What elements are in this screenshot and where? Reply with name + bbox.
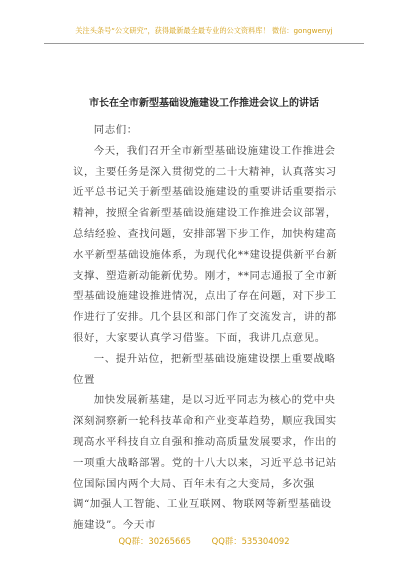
document-title: 市长在全市新型基础设施建设工作推进会议上的讲话 [89, 98, 319, 109]
paragraph-section-1: 加快发展新基建，是以习近平同志为核心的党中央深刻洞察新一轮科技革命和产业变革趋势，顺应我国实现高水平科技自立自强和推动高质量发展要求，作出的一项重大战略部署。党的十八大以来，习近平总书记站位国际国内两个大局、百年未有之大变局，多次强调“加强人工智能、工业互联网、物联网等新型基础设施建设”。今天市 [73, 394, 337, 532]
document-body [73, 120, 338, 536]
section-heading-1: 一、提升站位，把新型基础设施建设摆上重要战略位置 [73, 352, 336, 386]
header-divider [44, 43, 364, 44]
footer-contact [0, 535, 408, 547]
header-banner: 关注头条号“公文研究”，获得最新最全最专业的公文资料库！ 微信：gongwenyj [75, 26, 333, 35]
footer-qq-group-1: QQ群：30265665 [118, 536, 191, 546]
footer-qq-group-2: QQ群：535304092 [211, 536, 290, 546]
paragraph-opening: 今天，我们召开全市新型基础设施建设工作推进会议，主要任务是深入贯彻党的二十大精神，认真落实习近平总书记关于新型基础设施建设的重要讲话重要指示精神，按照全省新型基础设施建设工作推进会议部署，总结经验、查找问题，安排部署下步工作，加快构建高水平新型基础设施体系，为现代化**建设提供新平台新支撑、塑造新动能新优势。刚才，**同志通报了全市新型基础设施建设推进情况，点出了存在问题，对下步工作进行了安排。几个县区和部门作了交流发言，讲的都很好，大家要认真学习借鉴。下面，我讲几点意见。 [73, 144, 338, 344]
salutation: 同志们： [93, 124, 138, 136]
